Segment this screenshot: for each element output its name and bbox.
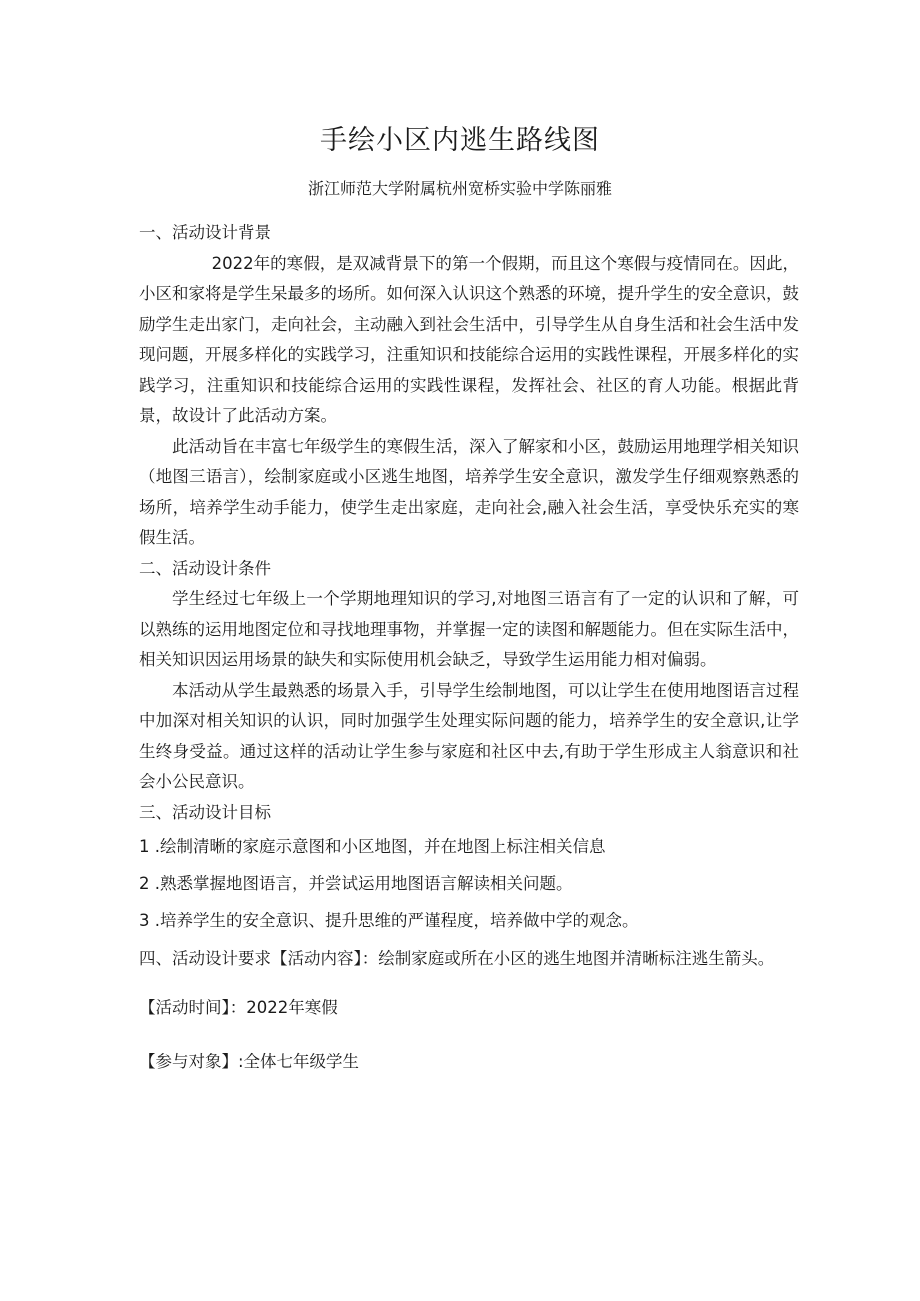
activity-time: 【活动时间】：2022年寒假	[139, 998, 338, 1017]
paragraph: 2022年的寒假，是双减背景下的第一个假期，而且这个寒假与疫情同在。因此，小区和家将是学生呆最多的场所。如何深入认识这个熟悉的环境，提升学生的安全意识，鼓励学生走出家门，走向社会，主动融入到社会生活中，引导学生从自身生活和社会生活中发现问题，开展多样化的实践学习，注重知识和技能综合运用的实践性课程，开展多样化的实践学习，注重知识和技能综合运用的实践性课程，发挥社会、社区的育人功能。根据此背景，故设计了此活动方案。	[139, 253, 799, 425]
section-heading-background: 一、活动设计背景	[139, 223, 271, 242]
goal-item: 2 .熟悉掌握地图语言，并尝试运用地图语言解读相关问题。	[139, 874, 573, 893]
document-body	[139, 218, 799, 1077]
section-heading-goals: 三、活动设计目标	[139, 802, 271, 822]
goal-item: 3 .培养学生的安全意识、提升思维的严谨程度，培养做中学的观念。	[139, 911, 639, 930]
goal-item: 1 .绘制清晰的家庭示意图和小区地图，并在地图上标注相关信息	[139, 837, 606, 856]
document-title: 手绘小区内逃生路线图	[320, 125, 600, 156]
section-heading-conditions: 二、活动设计条件	[139, 558, 271, 578]
author-line: 浙江师范大学附属杭州宽桥实验中学陈丽雅	[307, 179, 612, 198]
activity-audience: 【参与对象】:全体七年级学生	[139, 1052, 360, 1071]
section-heading-requirements: 四、活动设计要求【活动内容】：绘制家庭或所在小区的逃生地图并清晰标注逃生箭头。	[139, 949, 775, 968]
paragraph: 本活动从学生最熟悉的场景入手，引导学生绘制地图，可以让学生在使用地图语言过程中加深对相关知识的认识，同时加强学生处理实际问题的能力，培养学生的安全意识,让学生终身受益。通过这样的活动让学生参与家庭和社区中去,有助于学生形成主人翁意识和社会小公民意识。	[139, 680, 799, 791]
paragraph: 此活动旨在丰富七年级学生的寒假生活，深入了解家和小区，鼓励运用地理学相关知识（地图三语言），绘制家庭或小区逃生地图，培养学生安全意识，激发学生仔细观察熟悉的场所，培养学生动手能力，使学生走出家庭，走向社会,融入社会生活，享受快乐充实的寒假生活。	[139, 436, 799, 547]
paragraph: 学生经过七年级上一个学期地理知识的学习,对地图三语言有了一定的认识和了解，可以熟练的运用地图定位和寻找地理事物，并掌握一定的读图和解题能力。但在实际生活中，相关知识因运用场景的缺失和实际使用机会缺乏，导致学生运用能力相对偏弱。	[139, 589, 799, 669]
